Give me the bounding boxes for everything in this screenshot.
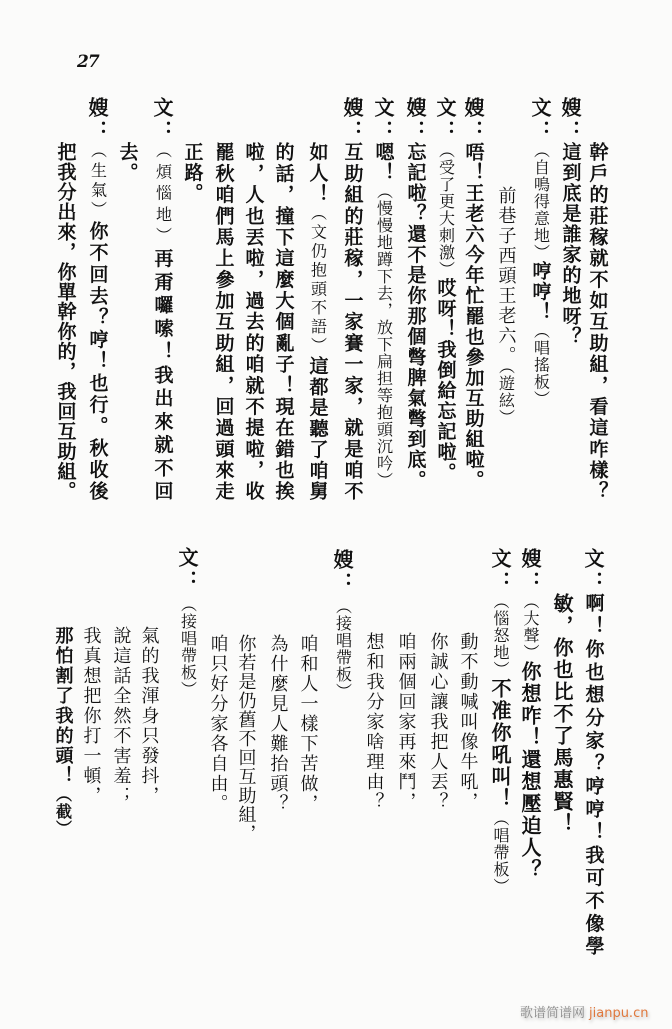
speech: 正路。: [181, 142, 204, 204]
line-text: [183, 142, 202, 204]
speaker-label: 嫂：: [461, 97, 485, 143]
line-text: [364, 632, 383, 812]
lyric: 那怕割了我的頭！: [52, 626, 74, 786]
lyric: 動不動喊叫像牛吼，: [457, 632, 479, 812]
speech: 你想咋！還想壓迫人？: [518, 661, 542, 881]
speech: 忘記啦？還不是你那個彆脾氣彆到底。: [404, 142, 427, 491]
speaker-label: 嫂：: [340, 97, 364, 143]
stage-direction: （唱帶板）: [491, 810, 510, 895]
lyric: 咱兩個回家再來鬥，: [395, 632, 417, 812]
speech: 如人！: [306, 142, 329, 205]
line-text: [584, 593, 603, 955]
stage-direction: （接唱帶板）: [333, 598, 353, 700]
lyric-line: [264, 634, 290, 814]
dialogue-line-continuation: [179, 142, 205, 204]
dialogue-line-continuation: [210, 142, 236, 500]
speaker-label: 嫂：: [403, 97, 427, 143]
speaker-label: 文：: [371, 97, 395, 143]
speech: 哎呀！我倒給忘記啦。: [434, 278, 457, 483]
speaker-label: 嫂：: [85, 97, 109, 143]
dialogue-line-continuation: [52, 142, 78, 500]
speaker-label: 嫂：: [330, 549, 354, 595]
line-text: [561, 142, 580, 347]
lyric-line: [204, 634, 230, 814]
dialogue-line: [370, 97, 396, 489]
speech: 哼哼！: [529, 261, 552, 323]
line-text: [111, 626, 130, 806]
dialogue-line: [517, 548, 543, 881]
lyric-line: [294, 634, 320, 814]
lyric: 我真想把你打一頓，: [80, 626, 102, 806]
speech: 互助組的莊稼，一家賽一家，就是咱不: [341, 142, 364, 500]
line-text: [214, 142, 233, 500]
line-text: [496, 186, 515, 426]
dialogue-line: [557, 97, 583, 347]
speaker-label: 文：: [488, 548, 512, 594]
stage-direction: （生氣）: [88, 142, 108, 221]
lyric-line: [77, 626, 103, 806]
line-text: [588, 142, 607, 500]
lyric-line: [232, 634, 258, 843]
stage-direction: （大聲）: [521, 593, 540, 661]
dialogue-line: [339, 97, 365, 500]
lyric-line: [492, 186, 518, 426]
speaker-label: 文：: [581, 548, 605, 594]
speaker-label: 嫂：: [518, 548, 542, 594]
line-text: [343, 142, 362, 500]
dialogue-line-continuation: [270, 142, 296, 500]
speech: 唔！王老六今年忙罷也參加互助組啦。: [462, 142, 485, 491]
speech: 幹戶的莊稼就不如互助組，看這咋樣？: [586, 142, 609, 500]
lyric: 咱只好分家各自由。: [207, 634, 229, 814]
stage-direction: （接唱帶板）: [178, 596, 198, 698]
speech: 的話，撞下這麼大個亂子！現在錯也挨: [272, 142, 295, 500]
watermark-site-name: 歌谱简谱网: [520, 1006, 586, 1021]
line-text: [333, 598, 352, 700]
stage-direction: （惱怒地）: [491, 593, 510, 678]
dialogue-line: [460, 97, 486, 491]
speaker-label: 文：: [150, 97, 174, 143]
lyric: 你若是仍舊不回互助組，: [235, 634, 257, 843]
line-text: [374, 142, 393, 489]
stage-direction: （文仍抱頭不語）: [308, 204, 328, 356]
stage-direction: （唱搖板）: [531, 322, 551, 408]
line-text: [139, 626, 158, 806]
dialogue-line: [432, 97, 458, 483]
page-number: 27: [77, 52, 99, 72]
dialogue-line-continuation: [584, 142, 610, 500]
line-text: [308, 142, 327, 500]
speech: 你不回去？哼！也行。秋收後: [86, 220, 109, 500]
line-text: [88, 142, 107, 500]
line-text: [436, 142, 455, 483]
dialogue-line: [149, 97, 175, 500]
stage-direction: （受了更大刺激）: [436, 142, 456, 278]
lyric: 氣的我渾身只發抖，: [138, 626, 160, 806]
lyric: 為什麼見人難抬頭？: [267, 634, 289, 814]
line-text: [274, 142, 293, 500]
line-text: [428, 632, 447, 812]
dialogue-line: [402, 97, 428, 491]
speech: 不准你吼叫！: [488, 678, 512, 810]
dialogue-line: [329, 549, 355, 700]
speech: 這到底是誰家的地呀？: [559, 142, 582, 347]
lyric: 前巷子西頭王老六。: [495, 186, 517, 366]
dialogue-line: [527, 97, 553, 408]
line-text: [464, 142, 483, 491]
stage-direction: （煩惱地）: [153, 142, 173, 249]
dialogue-line: [174, 547, 200, 698]
speech: 把我分出來，你單幹你的，我回互助組。: [54, 142, 77, 500]
speaker-label: 文：: [528, 97, 552, 143]
line-text: [236, 634, 255, 843]
line-text: [53, 626, 72, 837]
lyric: 說這話全然不害羞；: [110, 626, 132, 806]
dialogue-line-continuation: [304, 142, 330, 500]
dialogue-line-continuation: [114, 142, 140, 183]
line-text: [552, 593, 572, 835]
lyric-line: [135, 626, 161, 806]
line-text: [244, 142, 263, 500]
line-text: [81, 626, 100, 806]
speech: 敏，你也比不了馬惠賢！: [550, 593, 574, 835]
stage-direction: （截）: [53, 786, 73, 837]
watermark-domain: jianpu.cn: [589, 1006, 649, 1021]
speaker-label: 嫂：: [558, 97, 582, 143]
lyric-line: [49, 626, 75, 837]
line-text: [298, 634, 317, 814]
lyric-line: [424, 632, 450, 812]
dialogue-line: [84, 97, 110, 500]
stage-direction: （自鳴得意地）: [531, 142, 551, 261]
line-text: [268, 634, 287, 814]
lyric-line: [454, 632, 480, 812]
line-text: [178, 596, 197, 698]
lyric-line: [107, 626, 133, 806]
speech: 再甭囉嗦！我出來就不回: [151, 248, 174, 501]
line-text: [520, 593, 540, 881]
speech: 這都是聽了咱舅: [306, 355, 329, 501]
line-text: [118, 142, 137, 183]
line-text: [531, 142, 550, 408]
speech: 嗯！: [372, 142, 395, 183]
dialogue-line-continuation: [549, 593, 575, 835]
stage-direction: （遊絃）: [496, 366, 516, 426]
speech: 去。: [116, 142, 139, 183]
lyric: 想和我分家啥理由？: [363, 632, 385, 812]
lyric-line: [360, 632, 386, 812]
watermark: [520, 1002, 648, 1021]
stage-direction: （慢慢地蹲下去，放下扁担等抱頭沉吟）: [374, 183, 394, 489]
line-text: [458, 632, 477, 812]
speech: 啦，人也丟啦，過去的咱就不提啦，收: [242, 142, 265, 500]
line-text: [208, 634, 227, 814]
line-text: [153, 142, 172, 500]
line-text: [406, 142, 425, 491]
speaker-label: 文：: [433, 97, 457, 143]
speaker-label: 文：: [175, 547, 199, 593]
speech: 罷秋咱們馬上參加互助組，回過頭來走: [212, 142, 235, 500]
line-text: [490, 593, 510, 895]
speech: 啊！你也想分家？哼哼！我可不像學: [582, 593, 605, 955]
line-text: [396, 632, 415, 812]
line-text: [56, 142, 75, 500]
dialogue-line: [487, 548, 513, 895]
lyric: 咱和人一樣下苦做，: [297, 634, 319, 814]
dialogue-line: [580, 548, 606, 955]
lyric: 你誠心讓我把人丟？: [427, 632, 449, 812]
lyric-line: [392, 632, 418, 812]
dialogue-line-continuation: [240, 142, 266, 500]
